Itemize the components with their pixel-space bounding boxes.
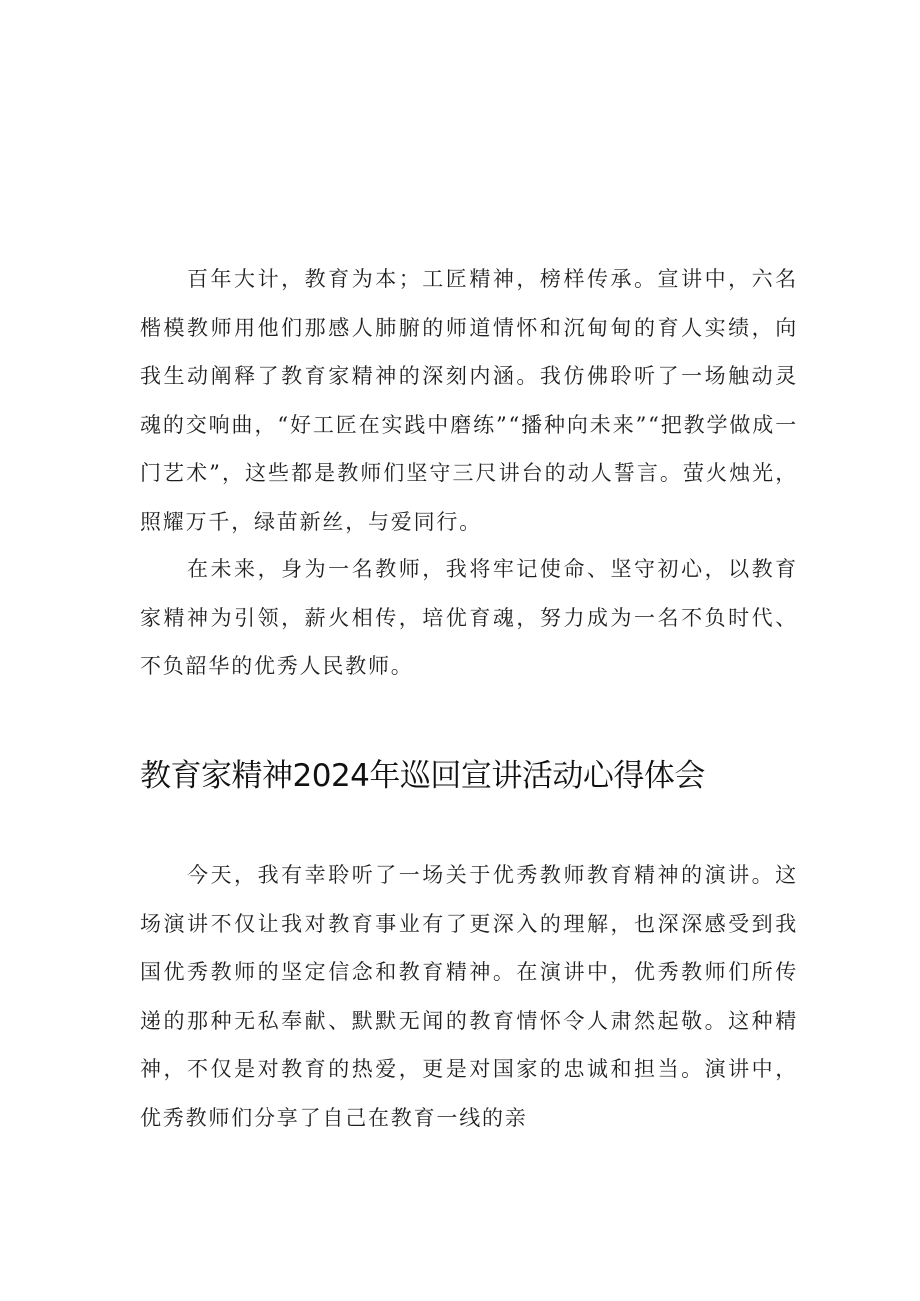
body-paragraph: 百年大计，教育为本；工匠精神，榜样传承。宣讲中，六名楷模教师用他们那感人肺腑的师道情怀和沉甸甸的育人实绩，向我生动阐释了教育家精神的深刻内涵。我仿佛聆听了一场触动灵魂的交响曲，“好工匠在实践中磨练”“播种向未来”“把教学做成一门艺术”，这些都是教师们坚守三尺讲台的动人誓言。萤火烛光，照耀万千，绿苗新丝，与爱同行。	[140, 267, 798, 534]
body-paragraph: 今天，我有幸聆听了一场关于优秀教师教育精神的演讲。这场演讲不仅让我对教育事业有了更深入的理解，也深深感受到我国优秀教师的坚定信念和教育精神。在演讲中，优秀教师们所传递的那种无私奉献、默默无闻的教育情怀令人肃然起敬。这种精神，不仅是对教育的热爱，更是对国家的忠诚和担当。演讲中，优秀教师们分享了自己在教育一线的亲	[140, 863, 798, 1130]
section-title: 教育家精神2024年巡回宣讲活动心得体会	[140, 758, 705, 794]
body-paragraph: 在未来，身为一名教师，我将牢记使命、坚守初心，以教育家精神为引领，薪火相传，培优育魂，努力成为一名不负时代、不负韶华的优秀人民教师。	[140, 557, 798, 678]
